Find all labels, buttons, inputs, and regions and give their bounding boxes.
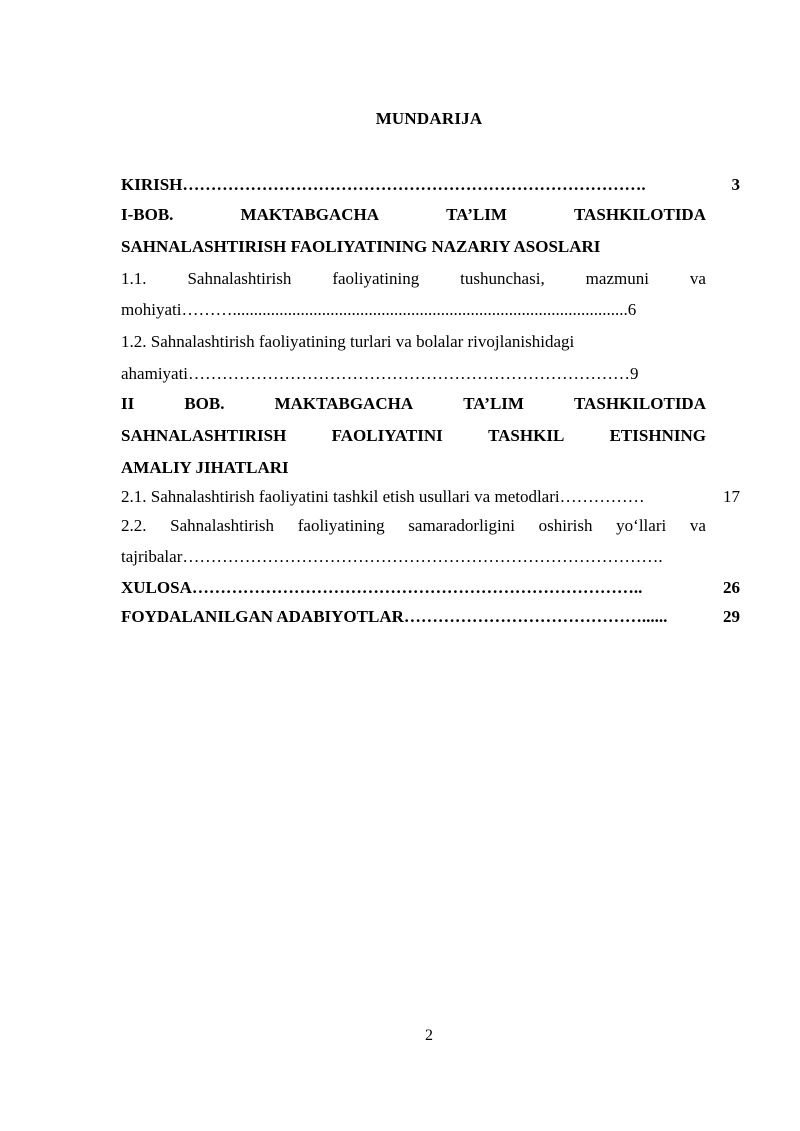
toc-word: va bbox=[689, 516, 706, 535]
toc-word: TASHKILOTIDA bbox=[574, 394, 706, 413]
toc-section-2-2-line1 bbox=[121, 515, 706, 537]
toc-word: ETISHNING bbox=[609, 426, 706, 445]
toc-section-2-2-line2: tajribalar…………………………………………………………………………. bbox=[121, 547, 663, 566]
toc-word: II bbox=[121, 394, 135, 413]
toc-word: tushunchasi, bbox=[460, 269, 545, 288]
toc-word: 2.2. bbox=[121, 516, 147, 535]
toc-word: BOB. bbox=[184, 394, 225, 413]
toc-section-1-1-line1 bbox=[121, 268, 706, 290]
page-title: MUNDARIJA bbox=[375, 109, 483, 128]
toc-entry-adabiyotlar: FOYDALANILGAN ADABIYOTLAR……………………………………...... bbox=[121, 607, 668, 626]
toc-word: MAKTABGACHA bbox=[274, 394, 414, 413]
toc-word: Sahnalashtirish bbox=[170, 516, 275, 535]
toc-word: Sahnalashtirish bbox=[187, 269, 292, 288]
toc-word: I-BOB. bbox=[121, 205, 174, 224]
toc-word: FAOLIYATINI bbox=[331, 426, 443, 445]
toc-word: samaradorligini bbox=[408, 516, 515, 535]
toc-chapter-2-line1 bbox=[121, 393, 706, 415]
toc-word: SAHNALASHTIRISH bbox=[121, 426, 287, 445]
toc-word: TASHKIL bbox=[488, 426, 565, 445]
toc-word: va bbox=[689, 269, 706, 288]
toc-word: yo‘llari bbox=[616, 516, 667, 535]
toc-section-1-2-line1: 1.2. Sahnalashtirish faoliyatining turlari va bolalar rivojlanishidagi bbox=[121, 332, 575, 351]
toc-word: faoliyatining bbox=[332, 269, 420, 288]
toc-word: TASHKILOTIDA bbox=[574, 205, 706, 224]
toc-chapter-1-line1 bbox=[121, 204, 706, 226]
toc-word: MAKTABGACHA bbox=[240, 205, 380, 224]
toc-chapter-2-line3: AMALIY JIHATLARI bbox=[121, 458, 289, 477]
toc-page-adabiyotlar: 29 bbox=[723, 607, 740, 626]
toc-page-2-1: 17 bbox=[723, 487, 740, 506]
toc-section-2-1: 2.1. Sahnalashtirish faoliyatini tashkil etish usullari va metodlari…………… bbox=[121, 487, 645, 506]
toc-section-1-1-line2: mohiyati……….............................................................................................6 bbox=[121, 300, 637, 319]
toc-word: faoliyatining bbox=[297, 516, 385, 535]
page-number: 2 bbox=[425, 1027, 433, 1044]
toc-entry-xulosa: XULOSA…………………………………………………………………….. bbox=[121, 578, 643, 597]
toc-word: oshirish bbox=[538, 516, 593, 535]
toc-chapter-1-line2: SAHNALASHTIRISH FAOLIYATINING NAZARIY ASOSLARI bbox=[121, 237, 601, 256]
toc-word: 1.1. bbox=[121, 269, 147, 288]
toc-word: mazmuni bbox=[585, 269, 649, 288]
toc-word: TA’LIM bbox=[446, 205, 507, 224]
toc-page-kirish: 3 bbox=[731, 175, 740, 194]
toc-word: TA’LIM bbox=[463, 394, 524, 413]
toc-section-1-2-line2: ahamiyati……………………………………………………………………9 bbox=[121, 364, 639, 383]
toc-page-xulosa: 26 bbox=[723, 578, 740, 597]
toc-chapter-2-line2 bbox=[121, 425, 706, 447]
toc-entry-kirish: KIRISH………………………………………………………………………. bbox=[121, 175, 646, 194]
